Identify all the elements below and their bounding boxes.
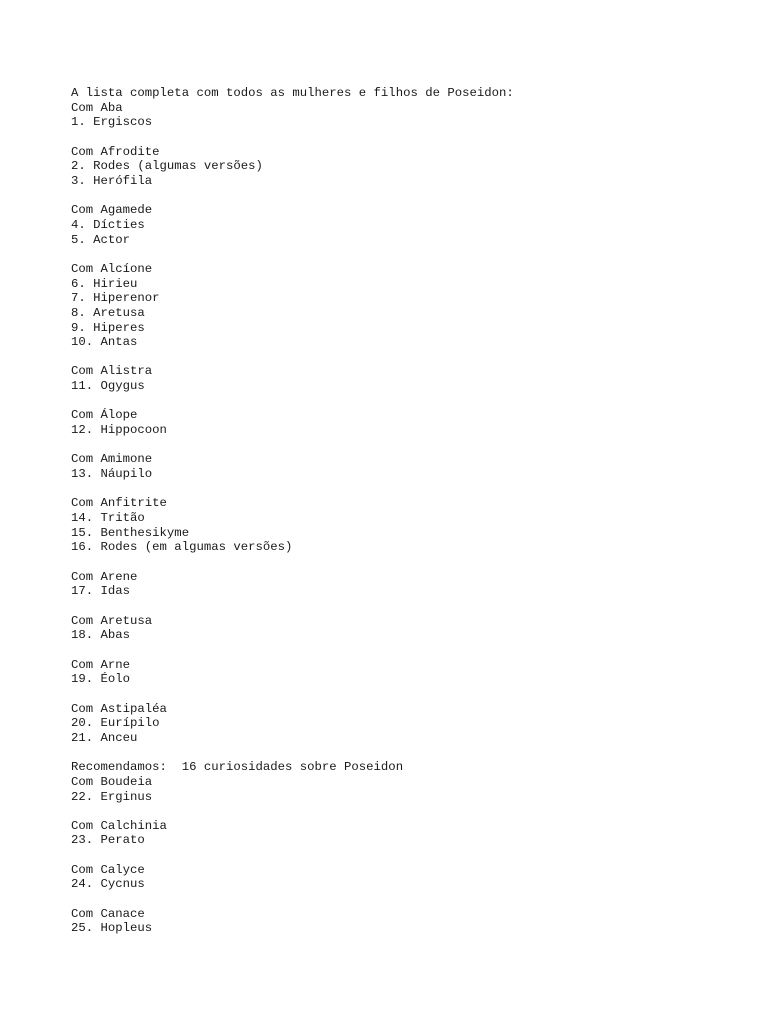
text-line: Com Álope: [71, 408, 138, 423]
text-line: 25. Hopleus: [71, 921, 153, 936]
text-line: 6. Hirieu: [71, 276, 138, 291]
blank-line: [71, 247, 751, 262]
text-line: Com Arene: [71, 569, 138, 584]
text-line: 8. Aretusa: [71, 305, 145, 320]
text-line: Com Arne: [71, 657, 131, 672]
text-line: Com Aretusa: [71, 613, 153, 628]
text-line: Com Calyce: [71, 862, 145, 877]
blank-line: [71, 130, 751, 145]
text-line: 23. Perato: [71, 833, 145, 848]
text-line: 18. Abas: [71, 628, 131, 643]
text-line: 24. Cycnus: [71, 877, 145, 892]
text-line: 4. Dícties: [71, 217, 145, 232]
text-line: A lista completa com todos as mulheres e filhos de Poseidon:: [71, 86, 514, 100]
text-line: 19. Éolo: [71, 672, 131, 687]
blank-line: [71, 643, 751, 658]
text-line: Com Alcíone: [71, 261, 153, 276]
blank-line: [71, 804, 751, 819]
text-line: Com Calchinia: [71, 818, 167, 833]
blank-line: [71, 746, 751, 761]
blank-line: [71, 350, 751, 365]
text-line: 20. Eurípilo: [71, 716, 160, 731]
text-line: 3. Herófila: [71, 173, 153, 188]
blank-line: [71, 189, 751, 204]
blank-line: [71, 394, 751, 409]
text-line: 16. Rodes (em algumas versões): [71, 540, 293, 555]
text-line: Com Afrodite: [71, 144, 160, 159]
blank-line: [71, 599, 751, 614]
text-line: Recomendamos: 16 curiosidades sobre Poseidon: [71, 760, 404, 775]
blank-line: [71, 438, 751, 453]
blank-line: [71, 848, 751, 863]
text-line: 2. Rodes (algumas versões): [71, 159, 263, 174]
text-line: 5. Actor: [71, 232, 131, 247]
text-line: 9. Hiperes: [71, 320, 145, 335]
blank-line: [71, 687, 751, 702]
text-line: Com Anfitrite: [71, 496, 167, 511]
text-line: Com Amimone: [71, 452, 153, 467]
document-text: [71, 86, 751, 936]
text-line: 15. Benthesikyme: [71, 525, 190, 540]
text-line: 10. Antas: [71, 335, 138, 350]
text-line: 7. Hiperenor: [71, 291, 160, 306]
text-line: 13. Náupilo: [71, 467, 153, 482]
text-line: 12. Hippocoon: [71, 423, 167, 438]
blank-line: [71, 555, 751, 570]
text-line: Com Canace: [71, 906, 145, 921]
text-line: 22. Erginus: [71, 789, 153, 804]
blank-line: [71, 892, 751, 907]
text-line: Com Aba: [71, 100, 123, 115]
text-line: 14. Tritão: [71, 511, 145, 526]
text-line: 11. Ogygus: [71, 379, 145, 394]
text-line: 21. Anceu: [71, 730, 138, 745]
text-line: Com Agamede: [71, 203, 153, 218]
text-line: 17. Idas: [71, 584, 131, 599]
text-line: Com Astipaléa: [71, 701, 167, 716]
text-line: Com Alistra: [71, 364, 153, 379]
text-line: 1. Ergiscos: [71, 115, 153, 130]
text-line: Com Boudeia: [71, 774, 153, 789]
blank-line: [71, 482, 751, 497]
